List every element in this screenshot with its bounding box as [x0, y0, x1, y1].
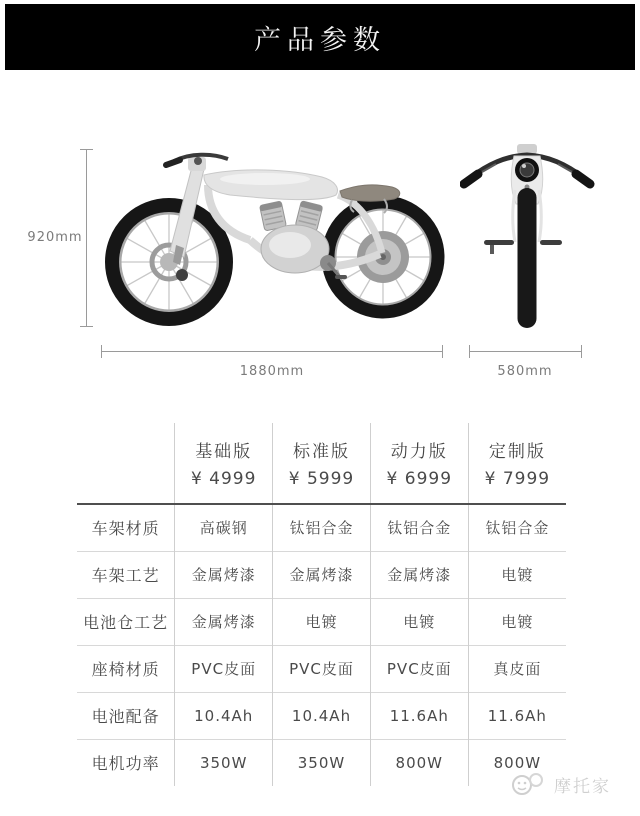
brake-caliper — [176, 269, 188, 281]
spec-value-cell: 10.4Ah — [175, 692, 273, 739]
watermark — [508, 770, 611, 798]
table-row — [77, 551, 566, 598]
spec-value-cell: 电镀 — [273, 598, 371, 645]
spec-row-label: 座椅材质 — [77, 645, 175, 692]
version-name: 标准版 — [292, 442, 350, 462]
table-row — [77, 645, 566, 692]
height-dimension-line — [86, 149, 87, 327]
version-name: 动力版 — [390, 442, 448, 462]
width-dimension-line — [469, 351, 582, 352]
spec-value-cell: 电镀 — [370, 598, 468, 645]
table-row — [77, 739, 566, 786]
version-price: ¥ 7999 — [484, 469, 551, 489]
column-header-basic — [175, 423, 273, 504]
bike-side-view-image — [100, 145, 448, 330]
corner-cell — [77, 423, 175, 504]
length-dimension-label: 1880mm — [239, 364, 305, 379]
spec-value-cell: 金属烤漆 — [370, 551, 468, 598]
spec-value-cell: 11.6Ah — [468, 692, 566, 739]
page-title: 产品参数 — [254, 24, 386, 56]
spec-value-cell: 800W — [370, 739, 468, 786]
handlebar — [166, 155, 228, 171]
spec-value-cell: 800W — [468, 739, 566, 786]
spec-value-cell: 电镀 — [468, 598, 566, 645]
spec-row-label: 电池配备 — [77, 692, 175, 739]
spec-value-cell: 真皮面 — [468, 645, 566, 692]
length-dimension-line — [101, 351, 443, 352]
front-tire — [518, 188, 537, 328]
spec-table — [77, 423, 566, 786]
spec-value-cell: PVC皮面 — [273, 645, 371, 692]
spec-row-label: 电池仓工艺 — [77, 598, 175, 645]
spec-value-cell: 350W — [175, 739, 273, 786]
rear-wheel — [328, 202, 438, 312]
spec-value-cell: 11.6Ah — [370, 692, 468, 739]
version-name: 基础版 — [195, 442, 253, 462]
header-band — [5, 4, 635, 70]
spec-value-cell: 钛铝合金 — [273, 504, 371, 551]
spec-value-cell: 钛铝合金 — [370, 504, 468, 551]
watermark-text: 摩托家 — [554, 776, 611, 797]
version-price: ¥ 6999 — [386, 469, 453, 489]
spec-row-label: 电机功率 — [77, 739, 175, 786]
height-dimension-label: 920mm — [27, 230, 83, 245]
spec-value-cell: 金属烤漆 — [175, 598, 273, 645]
spec-value-cell: PVC皮面 — [370, 645, 468, 692]
table-row — [77, 598, 566, 645]
spec-value-cell: 高碳钢 — [175, 504, 273, 551]
spec-value-cell: 电镀 — [468, 551, 566, 598]
column-header-power — [370, 423, 468, 504]
motojia-logo-icon — [508, 770, 550, 798]
spec-value-cell: PVC皮面 — [175, 645, 273, 692]
column-header-standard — [273, 423, 371, 504]
version-price: ¥ 4999 — [190, 469, 257, 489]
spec-row-label: 车架材质 — [91, 519, 160, 539]
table-row — [77, 504, 566, 551]
column-header-custom — [468, 423, 566, 504]
spec-value-cell: 金属烤漆 — [175, 551, 273, 598]
spec-value-cell: 10.4Ah — [273, 692, 371, 739]
battery-pod — [261, 225, 329, 273]
version-price: ¥ 5999 — [288, 469, 355, 489]
front-wheel — [112, 205, 226, 319]
table-header-row — [77, 423, 566, 504]
width-dimension-label: 580mm — [497, 364, 553, 379]
spec-value-cell: 金属烤漆 — [273, 551, 371, 598]
spec-value-cell: 350W — [273, 739, 371, 786]
spec-row-label: 车架工艺 — [77, 551, 175, 598]
bike-front-view-image — [460, 130, 595, 342]
spec-value-cell: 钛铝合金 — [468, 504, 566, 551]
table-row — [77, 692, 566, 739]
headlight — [515, 158, 539, 182]
version-name: 定制版 — [488, 442, 546, 462]
